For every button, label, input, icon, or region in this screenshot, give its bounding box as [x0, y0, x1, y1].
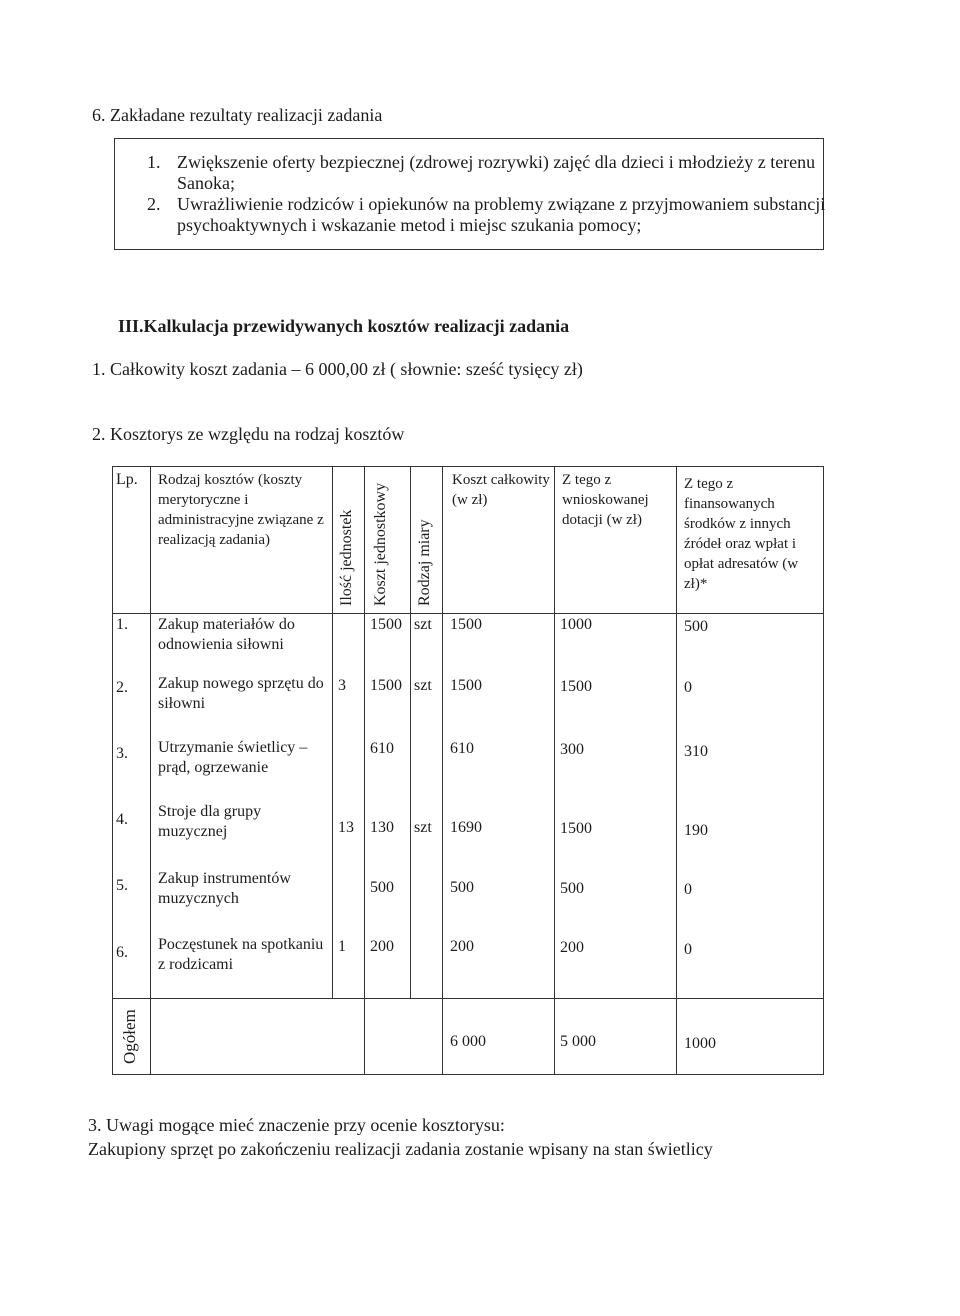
cell-cost-type: Zakup instrumentów muzycznych: [158, 870, 291, 907]
cell-lp: 3.: [116, 745, 128, 762]
header-grant: Z tego z wnioskowanej dotacji (w zł): [562, 472, 649, 528]
total-cost: 6 000: [450, 1033, 486, 1050]
header-unit-count: Ilość jednostek: [338, 509, 355, 606]
cell-unit-cost: 130: [370, 819, 394, 836]
table-line: [112, 1074, 824, 1075]
table-line: [112, 998, 824, 999]
cell-grant: 200: [560, 939, 584, 956]
table-line: [112, 466, 113, 1075]
cell-lp: 2.: [116, 679, 128, 696]
header-cost-type: Rodzaj kosztów (koszty merytoryczne i administracyjne związane z realizacją zadania): [158, 472, 324, 548]
cell-cost-type: Zakup materiałów do odnowienia siłowni: [158, 616, 295, 653]
table-line: [112, 613, 824, 614]
cell-lp: 1.: [116, 616, 128, 633]
cell-grant: 1500: [560, 678, 592, 695]
cell-unit-measure: szt: [414, 616, 432, 633]
section-6-heading: 6. Zakładane rezultaty realizacji zadania: [92, 105, 383, 125]
cell-lp: 6.: [116, 944, 128, 961]
table-line: [332, 466, 333, 998]
cell-total-cost: 500: [450, 879, 474, 896]
result-number: 1.: [147, 152, 161, 172]
remarks-heading: 3. Uwagi mogące mieć znaczenie przy ocenie kosztorysu:: [88, 1115, 505, 1135]
header-other-funds: Z tego z finansowanych środków z innych źródeł oraz wpłat i opłat adresatów (w zł)*: [684, 476, 799, 592]
cell-unit-measure: szt: [414, 819, 432, 836]
cell-total-cost: 1500: [450, 677, 482, 694]
cell-other-funds: 0: [684, 941, 692, 958]
cell-lp: 4.: [116, 811, 128, 828]
cell-unit-cost: 610: [370, 740, 394, 757]
result-text: Uwrażliwienie rodziców i opiekunów na problemy związane z przyjmowaniem substancji psychoaktywnych i wskazanie metod i miejsc szukania pomocy;: [177, 194, 826, 235]
cell-unit-cost: 1500: [370, 677, 402, 694]
cell-lp: 5.: [116, 877, 128, 894]
cell-grant: 1000: [560, 616, 592, 633]
total-other-funds: 1000: [684, 1035, 716, 1052]
cell-other-funds: 0: [684, 679, 692, 696]
table-line: [364, 466, 365, 1075]
cell-total-cost: 200: [450, 938, 474, 955]
cell-unit-count: 1: [338, 938, 346, 955]
cell-cost-type: Poczęstunek na spotkaniu z rodzicami: [158, 936, 324, 973]
cell-cost-type: Stroje dla grupy muzycznej: [158, 803, 262, 840]
header-lp: Lp.: [116, 471, 138, 488]
table-line: [442, 466, 443, 1075]
total-grant: 5 000: [560, 1033, 596, 1050]
cell-total-cost: 1500: [450, 616, 482, 633]
cell-total-cost: 610: [450, 740, 474, 757]
cost-breakdown-heading: 2. Kosztorys ze względu na rodzaj kosztów: [92, 424, 405, 444]
cell-unit-cost: 1500: [370, 616, 402, 633]
cell-unit-measure: szt: [414, 677, 432, 694]
table-line: [112, 466, 824, 467]
cell-other-funds: 0: [684, 881, 692, 898]
result-text: Zwiększenie oferty bezpiecznej (zdrowej rozrywki) zajęć dla dzieci i młodzieży z terenu Sanoka;: [177, 152, 816, 193]
cell-unit-cost: 200: [370, 938, 394, 955]
table-line: [410, 466, 411, 998]
cell-other-funds: 500: [684, 618, 708, 635]
header-total-cost: Koszt całkowity (w zł): [452, 472, 550, 508]
remarks-text: Zakupiony sprzęt po zakończeniu realizacji zadania zostanie wpisany na stan świetlicy: [88, 1139, 713, 1159]
cell-cost-type: Zakup nowego sprzętu do siłowni: [158, 675, 324, 712]
cell-grant: 300: [560, 741, 584, 758]
table-line: [823, 466, 824, 1075]
table-line: [554, 466, 555, 1075]
table-line: [676, 466, 677, 1075]
cell-other-funds: 310: [684, 743, 708, 760]
header-unit-cost: Koszt jednostkowy: [372, 482, 389, 606]
cell-unit-cost: 500: [370, 879, 394, 896]
total-label: Ogółem: [120, 1009, 139, 1064]
table-line: [150, 466, 151, 1075]
cell-cost-type: Utrzymanie świetlicy – prąd, ogrzewanie: [158, 739, 308, 776]
cell-total-cost: 1690: [450, 819, 482, 836]
cell-unit-count: 3: [338, 677, 346, 694]
cell-other-funds: 190: [684, 822, 708, 839]
header-unit-measure: Rodzaj miary: [416, 519, 433, 606]
cell-unit-count: 13: [338, 819, 354, 836]
cell-grant: 500: [560, 880, 584, 897]
result-number: 2.: [147, 194, 161, 214]
section-3-heading: III.Kalkulacja przewidywanych kosztów realizacji zadania: [118, 316, 570, 336]
cell-grant: 1500: [560, 820, 592, 837]
total-cost-line: 1. Całkowity koszt zadania – 6 000,00 zł ( słownie: sześć tysięcy zł): [92, 359, 583, 379]
